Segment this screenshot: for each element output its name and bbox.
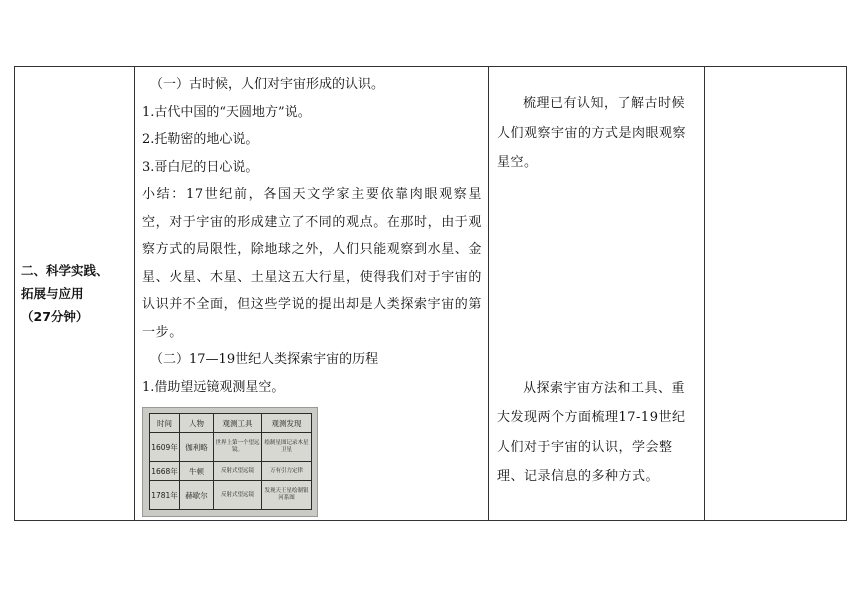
table-cell: 牛顿 [180,461,214,480]
table-cell: 万有引力定律 [262,461,312,480]
table-header: 人物 [180,414,214,433]
table-header: 观测发现 [262,414,312,433]
list-item: 1.古代中国的“天圆地方”说。 [142,104,311,120]
section-heading: （二）17—19世纪人类探索宇宙的历程 [150,352,379,367]
list-item: 1.借助望远镜观测星空。 [142,379,285,395]
table-cell: 1609年 [150,433,180,462]
notes-cell [705,67,847,521]
table-cell: 反射式望远镜 [214,461,262,480]
intent-paragraph: 从探索宇宙方法和工具、重大发现两个方面梳理17-19世纪人们对于宇宙的认识，学会整理、记录信息的多种方式。 [497,380,686,484]
list-item: 3.哥白尼的日心说。 [142,159,259,175]
lesson-plan-table [14,66,847,521]
stage-line: 拓展与应用 [21,286,84,301]
table-row [15,67,847,521]
table-cell: 1781年 [150,481,180,510]
table-cell: 伽利略 [180,433,214,462]
table-cell: 赫歇尔 [180,481,214,510]
stage-line: （27分钟） [21,309,89,324]
stage-cell [15,67,135,521]
table-header: 观测工具 [214,414,262,433]
table-cell: 1668年 [150,461,180,480]
table-cell: 世界上第一个望远镜。 [214,433,262,462]
summary-paragraph: 小结：17世纪前，各国天文学家主要依靠肉眼观察星空，对于宇宙的形成建立了不同的观点。在那时，由于观察方式的局限性，除地球之外，人们只能观察到水星、金星、火星、木星、土星这五大行星，使得我们对于宇宙的认识并不全面，但这些学说的提出却是人类探索宇宙的第一步。 [142,187,483,340]
table-cell: 发现天王星绘制银河系图 [262,481,312,510]
stage-label [21,259,128,328]
table-header: 时间 [150,414,180,433]
photo-table [149,413,312,510]
intent-paragraph: 梳理已有认知，了解古时候人们观察宇宙的方式是肉眼观察星空。 [497,96,687,170]
handwritten-table-photo [142,407,318,517]
teaching-content-cell [135,67,489,521]
design-intent-cell [489,67,705,521]
table-row [150,481,312,510]
table-cell: 反射式望远镜 [214,481,262,510]
table-row [150,433,312,462]
list-item: 2.托勒密的地心说。 [142,132,259,147]
table-cell: 绘制星图记录木星卫星 [262,433,312,462]
table-row [150,414,312,433]
table-row [150,461,312,480]
section-heading: （一）古时候，人们对宇宙形成的认识。 [150,77,385,92]
stage-line: 二、科学实践、 [21,263,109,278]
